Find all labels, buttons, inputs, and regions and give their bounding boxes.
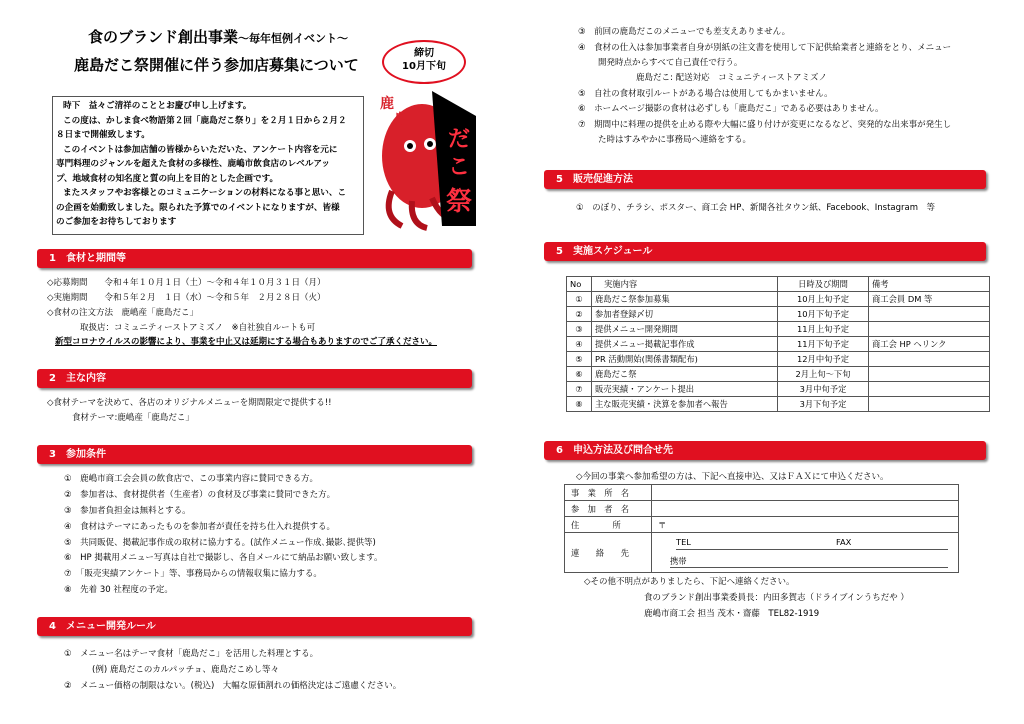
order-method: ◇食材の注文方法 鹿嶋産「鹿島だこ」 — [47, 308, 199, 318]
table-header-row — [567, 277, 990, 292]
table-row — [567, 337, 990, 352]
condition-item: ③ 参加者負担金は無料とする。 — [64, 506, 191, 516]
postal-mark: 〒 — [658, 519, 667, 530]
form-row — [565, 485, 959, 501]
svg-text:だ: だ — [448, 126, 471, 152]
cell — [869, 397, 990, 412]
intro-box — [52, 96, 364, 235]
intro-line: の企画を始動致しました。限られた予算でのイベントになりますが、皆様 — [56, 203, 340, 213]
deadline-badge — [382, 40, 466, 84]
committee-chair: 食のブランド創出事業委員長：内田多賀志（ドライブインうちだや ） — [644, 593, 909, 603]
cell: ② — [567, 307, 592, 322]
section-title: 4 メニュー開発ルール — [49, 621, 156, 632]
col-date: 日時及び期間 — [778, 277, 869, 292]
cell: 3月下旬予定 — [778, 397, 869, 412]
cell: 鹿島だこ祭参加募集 — [592, 292, 778, 307]
application-form — [564, 484, 959, 573]
rule-item: ⑥ ホームページ撮影の食材は必ずしも「鹿島だこ」である必要はありません。 — [578, 104, 884, 114]
intro-line: ８日まで開催致します。 — [56, 130, 150, 140]
cell: 提供メニュー掲載記事作成 — [592, 337, 778, 352]
form-row — [565, 517, 959, 533]
svg-text:祭: 祭 — [446, 187, 473, 217]
menu-rule: ② メニュー価格の制限はない。(税込) 大幅な原価割れの価格決定はご遠慮ください。 — [64, 681, 402, 691]
cell: 主な販売実績・決算を参加者へ報告 — [592, 397, 778, 412]
section-title: 1 食材と期間等 — [49, 253, 126, 264]
cell: 12月中旬予定 — [778, 352, 869, 367]
content-line: 食材テーマ:鹿嶋産「鹿島だこ」 — [72, 413, 194, 423]
section-title: 2 主な内容 — [49, 373, 106, 384]
col-note: 備考 — [869, 277, 990, 292]
condition-item: ④ 食材はテーマにあったものを参加者が責任を持ち仕入れ提供する。 — [64, 522, 336, 532]
label-contact: 連 絡 先 — [565, 533, 652, 573]
cell: PR 活動開始(関係書類配布) — [592, 352, 778, 367]
section-header-6 — [544, 441, 986, 460]
intro-line: 時下 益々ご清祥のこととお慶び申し上げます。 — [63, 101, 252, 111]
page-title: 鹿島だこ祭開催に伴う参加店募集について — [74, 56, 359, 74]
svg-text:島: 島 — [394, 112, 408, 128]
section-title: 3 参加条件 — [49, 449, 106, 460]
cell: 3月中旬予定 — [778, 382, 869, 397]
supplier: 取扱店：コミュニティーストアミズノ ※自社独自ルートも可 — [80, 323, 316, 333]
intro-line: このイベントは参加店舗の皆様からいただいた、アンケート内容を元に — [63, 145, 338, 155]
cell: 提供メニュー開発期間 — [592, 322, 778, 337]
condition-item: ⑥ HP 掲載用メニュー写真は自社で撮影し、各自メールにて納品お願い致します。 — [64, 553, 383, 563]
section-title: 5 販売促進方法 — [556, 174, 633, 185]
cell: 参加者登録〆切 — [592, 307, 778, 322]
mobile-label: 携帯 — [670, 556, 687, 566]
contact-field[interactable] — [652, 533, 959, 573]
title-main: 食のブランド創出事業 — [88, 28, 239, 46]
intro-line: プ、地域食材の知名度と質の向上を目的とした企画です。 — [56, 174, 279, 184]
table-row — [567, 292, 990, 307]
person-name-field[interactable] — [652, 501, 959, 517]
condition-item: ② 参加者は、食材提供者（生産者）の食材及び事業に賛同できた方。 — [64, 490, 336, 500]
cell: 11月上旬予定 — [778, 322, 869, 337]
form-row — [565, 501, 959, 517]
svg-text:鹿: 鹿 — [380, 96, 394, 112]
rule-item: ③ 前回の鹿島だこのメニューでも差支えありません。 — [578, 27, 791, 37]
cell: 2月上旬～下旬 — [778, 367, 869, 382]
table-row — [567, 322, 990, 337]
condition-item: ① 鹿嶋市商工会会員の飲食店で、この事業内容に賛同できる方。 — [64, 474, 318, 484]
label-address: 住 所 — [565, 517, 652, 533]
cell: 10月上旬予定 — [778, 292, 869, 307]
section-header-3 — [37, 445, 472, 464]
covid-notice: 新型コロナウイルスの影響により、事業を中止又は延期にする場合もありますのでご了承ください。 — [55, 337, 437, 347]
event-period: ◇実施期間 令和５年２月 １日（水）～令和５年 ２月２８日（火） — [47, 293, 326, 303]
rule-item: 開発時点からすべて自己責任で行う。 — [598, 58, 743, 68]
section-header-5-promotion — [544, 170, 986, 189]
table-row — [567, 397, 990, 412]
schedule-table — [566, 276, 990, 412]
title-line1 — [88, 28, 349, 46]
form-row — [565, 533, 959, 573]
rule-item: ⑦ 期間中に料理の提供を止める際や大幅に盛り付けが変更になるなど、突発的な出来事が発生し — [578, 120, 952, 130]
cell: ③ — [567, 322, 592, 337]
shop-name-field[interactable] — [652, 485, 959, 501]
apply-note: ◇今回の事業へ参加希望の方は、下記へ直接申込、又はＦＡＸにて申込ください。 — [576, 472, 889, 482]
condition-item: ⑤ 共同販促、掲載記事作成の取材に協力する。(試作メニュー作成､撮影､提供等) — [64, 538, 376, 548]
cell — [869, 352, 990, 367]
section-header-1 — [37, 249, 472, 268]
section-header-4 — [37, 617, 472, 636]
inquiry-note: ◇その他不明点がありましたら、下記へ連絡ください。 — [584, 577, 795, 587]
intro-line: またスタッフやお客様とのコミュニケーションの材料になる事と思い、こ — [63, 188, 347, 198]
address-field[interactable] — [652, 517, 959, 533]
content-line: ◇食材テーマを決めて、各店のオリジナルメニューを期間限定で提供する!! — [47, 398, 332, 408]
cell: ① — [567, 292, 592, 307]
cell: ⑤ — [567, 352, 592, 367]
deadline-label: 締切 — [414, 48, 434, 59]
condition-item: ⑦ 「販売実績アンケート」等、事務局からの情報収集に協力する。 — [64, 569, 322, 579]
table-row — [567, 307, 990, 322]
cell — [869, 307, 990, 322]
section-title: 6 申込方法及び問合せ先 — [556, 445, 673, 456]
menu-rule: ① メニュー名はテーマ食材「鹿島だこ」を活用した料理とする。 — [64, 649, 319, 659]
col-no: No — [567, 277, 592, 292]
intro-line: 専門料理のジャンルを超えた食材の多様性、鹿嶋市飲食店のレベルアッ — [56, 159, 331, 169]
col-content: 実施内容 — [592, 277, 778, 292]
rule-item: ④ 食材の仕入は参加事業者自身が別紙の注文書を使用して下記供給業者と連絡をとり、メニュー — [578, 43, 952, 53]
table-row — [567, 382, 990, 397]
cell — [869, 322, 990, 337]
cell: ⑧ — [567, 397, 592, 412]
section-header-2 — [37, 369, 472, 388]
cell: 10月下旬予定 — [778, 307, 869, 322]
table-row — [567, 367, 990, 382]
label-shop: 事 業 所 名 — [565, 485, 652, 501]
cell: ④ — [567, 337, 592, 352]
svg-text:こ: こ — [448, 154, 471, 180]
tel-label: TEL — [676, 537, 691, 547]
cell: ⑦ — [567, 382, 592, 397]
deadline-value: 10月下旬 — [402, 61, 446, 72]
label-person: 参 加 者 名 — [565, 501, 652, 517]
menu-rule-example: (例) 鹿島だこのカルパッチョ、鹿島だこめし等々 — [92, 665, 279, 675]
cell: 販売実績・アンケート提出 — [592, 382, 778, 397]
contact-office: 鹿嶋市商工会 担当 茂木・齋藤 TEL82-1919 — [644, 609, 820, 619]
cell: 鹿島だこ祭 — [592, 367, 778, 382]
table-row — [567, 352, 990, 367]
cell: 商工会 HP ヘリンク — [869, 337, 990, 352]
title-sub: ～毎年恒例イベント～ — [238, 32, 349, 45]
section-title: 5 実施スケジュール — [556, 246, 653, 257]
cell — [869, 367, 990, 382]
octopus-festival-logo — [372, 86, 480, 232]
intro-line: この度は、かしま食べ物語第２回「鹿島だこ祭り」を２月１日から２月２ — [63, 116, 347, 126]
condition-item: ⑧ 先着 30 社程度の予定。 — [64, 585, 173, 595]
cell: 11月下旬予定 — [778, 337, 869, 352]
supplier-note: 鹿島だこ: 配送対応 コミュニティーストアミズノ — [636, 73, 828, 83]
apply-period: ◇応募期間 令和４年１０月１日（土）～令和４年１０月３１日（月） — [47, 278, 326, 288]
section-header-5-schedule — [544, 242, 986, 261]
intro-line: のご参加をお待ちしております — [56, 217, 177, 227]
fax-label: FAX — [836, 537, 852, 547]
cell: 商工会員 DM 等 — [869, 292, 990, 307]
rule-item: ⑤ 自社の食材取引ルートがある場合は使用してもかまいません。 — [578, 89, 833, 99]
cell — [869, 382, 990, 397]
promotion-methods: ① のぼり、チラシ、ポスター、商工会 HP、新聞各社タウン紙、Facebook、Instagram 等 — [576, 203, 936, 213]
tel-fax-line — [676, 537, 948, 550]
cell: ⑥ — [567, 367, 592, 382]
rule-item: た時はすみやかに事務局へ連絡をする。 — [598, 135, 752, 145]
mobile-line — [670, 555, 948, 568]
